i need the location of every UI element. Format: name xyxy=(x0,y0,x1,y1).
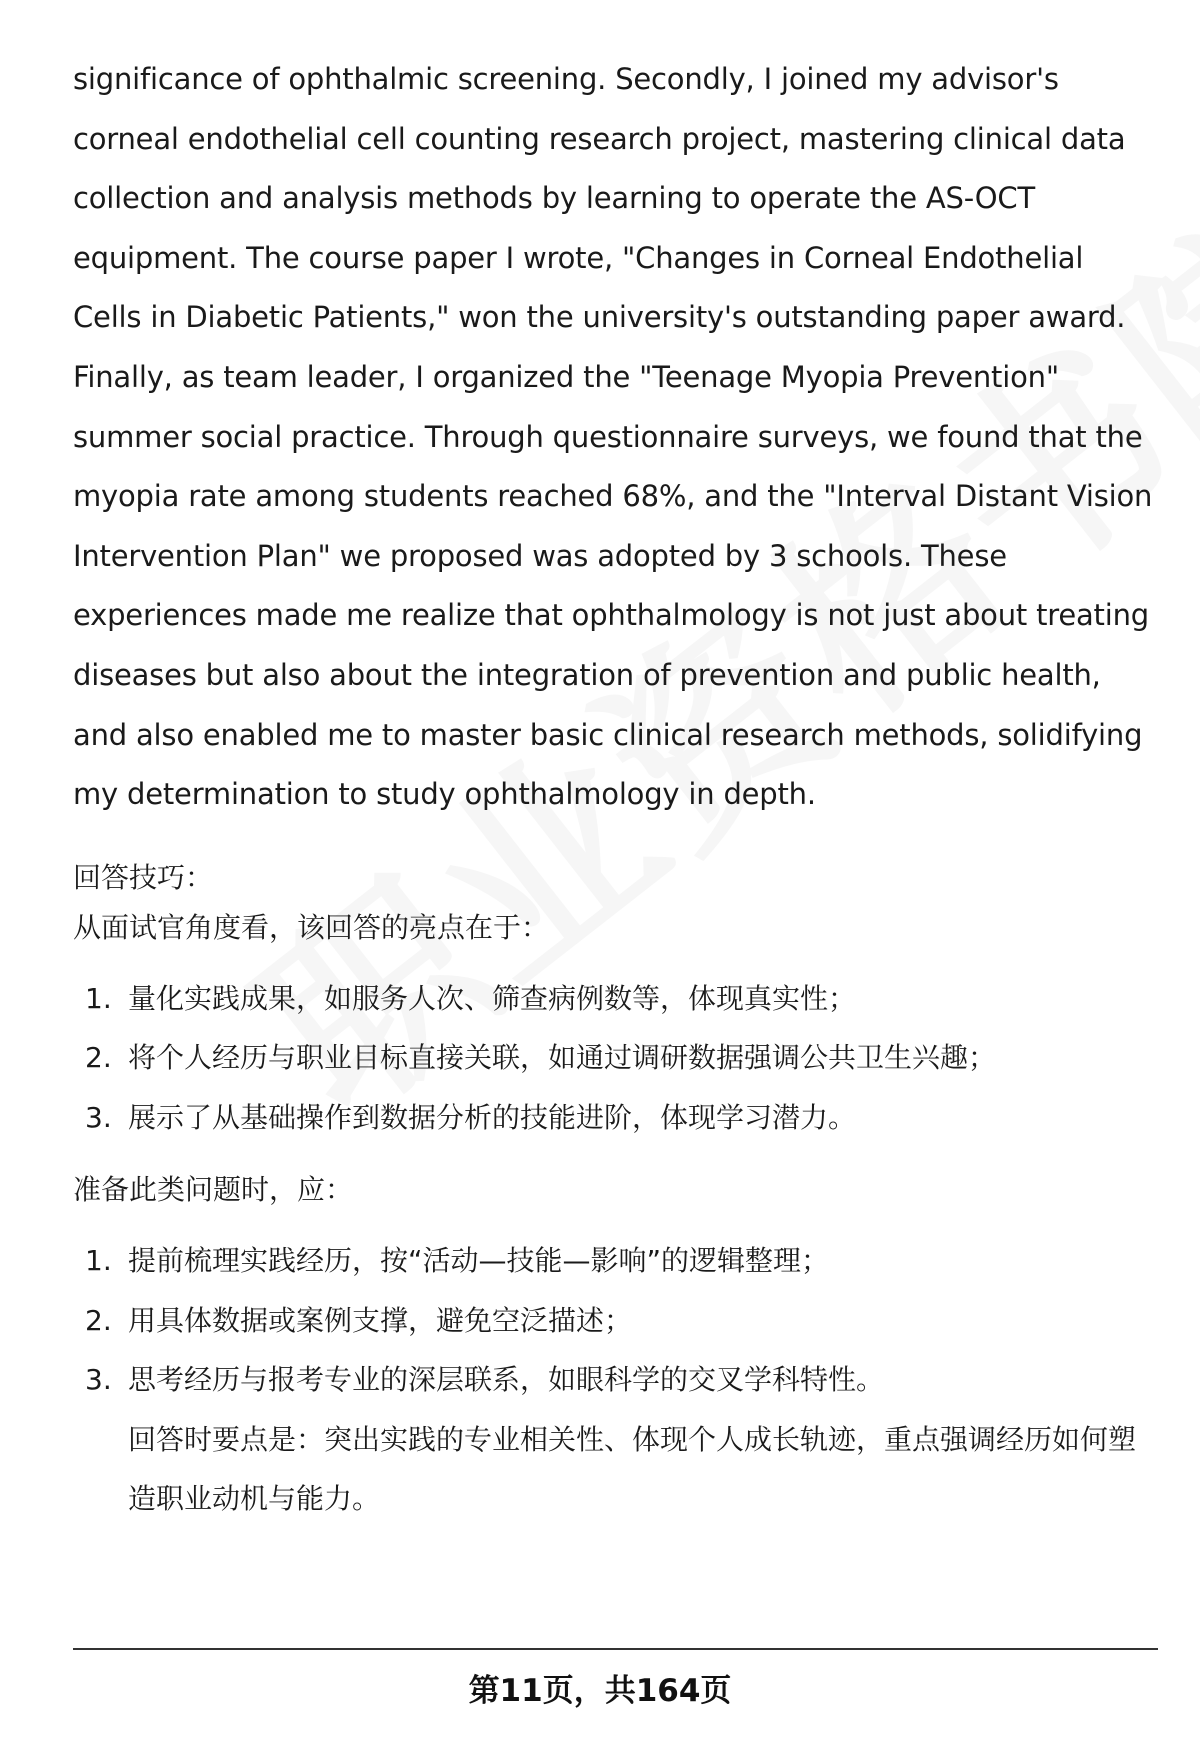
list-text: 量化实践成果，如服务人次、筛查病例数等，体现真实性； xyxy=(128,981,857,1015)
page-number: 第11页，共164页 xyxy=(468,1673,732,1709)
tips-intro: 从面试官角度看，该回答的亮点在于： xyxy=(73,910,550,944)
list-item xyxy=(73,1028,1158,1088)
list-text: 将个人经历与职业目标直接关联，如通过调研数据强调公共卫生兴趣； xyxy=(128,1041,997,1075)
prep-list xyxy=(73,1231,1158,1529)
highlights-list xyxy=(73,969,1158,1148)
footer-divider xyxy=(73,1648,1158,1650)
list-number: 3. xyxy=(85,1100,112,1134)
page-content xyxy=(73,50,1158,1529)
list-item xyxy=(73,1088,1158,1148)
essay-paragraph: significance of ophthalmic screening. Secondly, I joined my advisor's corneal endothelial cell counting research project, mastering clinical data collection and analysis methods by learning to operate the AS-OCT equipment. The course paper I wrote, "Changes in Corneal Endothelial Cells in Diabetic Patients," won the university's outstanding paper award. Finally, as team leader, I organized the "Teenage Myopia Prevention" summer social practice. Through questionnaire surveys, we found that the myopia rate among students reached 68%, and the "Interval Distant Vision Intervention Plan" we proposed was adopted by 3 schools. These experiences made me realize that ophthalmology is not just about treating diseases but also about the integration of prevention and public health, and also enabled me to master basic clinical research methods, solidifying my determination to study ophthalmology in depth. xyxy=(73,62,1153,812)
list-number: 2. xyxy=(85,1303,112,1337)
list-item xyxy=(73,969,1158,1029)
list-number: 3. xyxy=(85,1363,112,1397)
list-number: 2. xyxy=(85,1041,112,1075)
summary-text: 回答时要点是：突出实践的专业相关性、体现个人成长轨迹，重点强调经历如何塑造职业动机与能力。 xyxy=(128,1422,1137,1516)
list-text: 提前梳理实践经历，按“活动—技能—影响”的逻辑整理； xyxy=(128,1244,830,1278)
list-number: 1. xyxy=(85,1244,112,1278)
prep-title: 准备此类问题时，应： xyxy=(73,1173,354,1207)
list-text: 思考经历与报考专业的深层联系，如眼科学的交叉学科特性。 xyxy=(128,1363,885,1397)
list-number: 1. xyxy=(85,981,112,1015)
list-item xyxy=(73,1350,1158,1410)
list-text: 用具体数据或案例支撑，避免空泛描述； xyxy=(128,1303,633,1337)
list-item xyxy=(73,1231,1158,1291)
tips-title: 回答技巧： xyxy=(73,860,214,894)
list-text: 展示了从基础操作到数据分析的技能进阶，体现学习潜力。 xyxy=(128,1100,857,1134)
list-item xyxy=(73,1291,1158,1351)
